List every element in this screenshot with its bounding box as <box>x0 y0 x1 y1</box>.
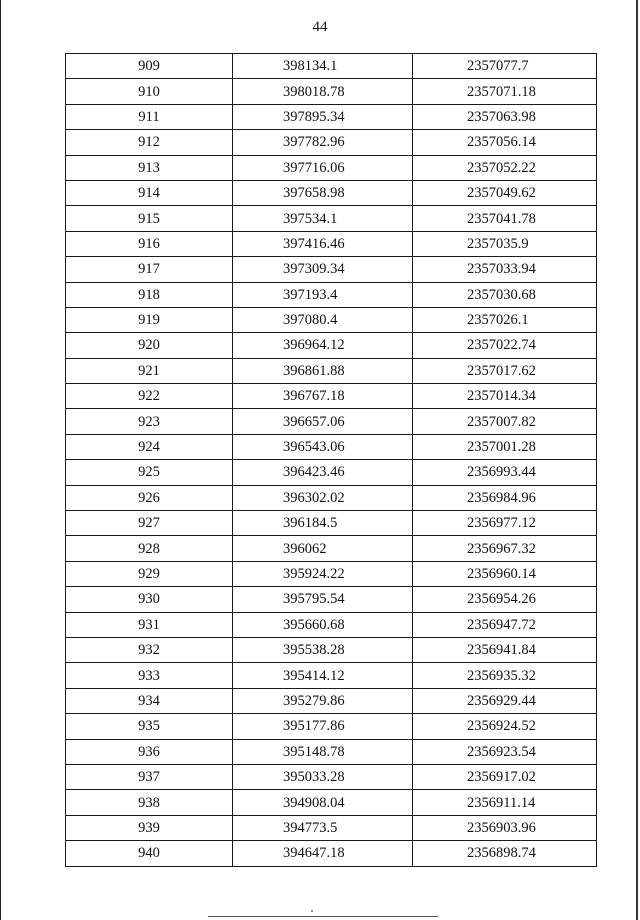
table-row <box>66 815 597 840</box>
point-index-cell: 922 <box>66 384 233 409</box>
x-coordinate-cell: 395279.86 <box>233 688 413 713</box>
table-row <box>66 536 597 561</box>
x-coordinate-cell: 397534.1 <box>233 206 413 231</box>
y-coordinate-cell: 2356960.14 <box>413 561 597 586</box>
x-coordinate-cell: 395924.22 <box>233 561 413 586</box>
y-coordinate-cell: 2357071.18 <box>413 79 597 104</box>
point-index-cell: 911 <box>66 104 233 129</box>
y-coordinate-cell: 2356935.32 <box>413 663 597 688</box>
table-row <box>66 663 597 688</box>
table-row <box>66 384 597 409</box>
y-coordinate-cell: 2357035.9 <box>413 231 597 256</box>
x-coordinate-cell: 396062 <box>233 536 413 561</box>
x-coordinate-cell: 398134.1 <box>233 54 413 79</box>
y-coordinate-cell: 2356924.52 <box>413 714 597 739</box>
table-row <box>66 257 597 282</box>
x-coordinate-cell: 398018.78 <box>233 79 413 104</box>
coordinate-table-body <box>66 54 597 867</box>
y-coordinate-cell: 2357063.98 <box>413 104 597 129</box>
x-coordinate-cell: 397782.96 <box>233 130 413 155</box>
x-coordinate-cell: 397309.34 <box>233 257 413 282</box>
point-index-cell: 916 <box>66 231 233 256</box>
point-index-cell: 919 <box>66 307 233 332</box>
y-coordinate-cell: 2356984.96 <box>413 485 597 510</box>
table-row <box>66 764 597 789</box>
y-coordinate-cell: 2356929.44 <box>413 688 597 713</box>
table-row <box>66 739 597 764</box>
x-coordinate-cell: 396657.06 <box>233 409 413 434</box>
y-coordinate-cell: 2357056.14 <box>413 130 597 155</box>
x-coordinate-cell: 394908.04 <box>233 790 413 815</box>
y-coordinate-cell: 2356903.96 <box>413 815 597 840</box>
y-coordinate-cell: 2356911.14 <box>413 790 597 815</box>
table-row <box>66 54 597 79</box>
point-index-cell: 920 <box>66 333 233 358</box>
point-index-cell: 918 <box>66 282 233 307</box>
table-row <box>66 841 597 866</box>
table-row <box>66 409 597 434</box>
x-coordinate-cell: 395033.28 <box>233 764 413 789</box>
x-coordinate-cell: 397193.4 <box>233 282 413 307</box>
y-coordinate-cell: 2357033.94 <box>413 257 597 282</box>
table-row <box>66 688 597 713</box>
x-coordinate-cell: 396767.18 <box>233 384 413 409</box>
point-index-cell: 925 <box>66 460 233 485</box>
table-row <box>66 460 597 485</box>
y-coordinate-cell: 2356923.54 <box>413 739 597 764</box>
y-coordinate-cell: 2357017.62 <box>413 358 597 383</box>
x-coordinate-cell: 397716.06 <box>233 155 413 180</box>
y-coordinate-cell: 2357052.22 <box>413 155 597 180</box>
table-row <box>66 333 597 358</box>
x-coordinate-cell: 396964.12 <box>233 333 413 358</box>
point-index-cell: 939 <box>66 815 233 840</box>
table-row <box>66 511 597 536</box>
y-coordinate-cell: 2357030.68 <box>413 282 597 307</box>
y-coordinate-cell: 2357049.62 <box>413 180 597 205</box>
table-row <box>66 180 597 205</box>
scan-edge-left <box>0 0 1 920</box>
point-index-cell: 913 <box>66 155 233 180</box>
point-index-cell: 929 <box>66 561 233 586</box>
table-row <box>66 434 597 459</box>
x-coordinate-cell: 395148.78 <box>233 739 413 764</box>
table-row <box>66 485 597 510</box>
point-index-cell: 912 <box>66 130 233 155</box>
y-coordinate-cell: 2356898.74 <box>413 841 597 866</box>
table-row <box>66 587 597 612</box>
y-coordinate-cell: 2356967.32 <box>413 536 597 561</box>
point-index-cell: 909 <box>66 54 233 79</box>
point-index-cell: 928 <box>66 536 233 561</box>
table-row <box>66 79 597 104</box>
x-coordinate-cell: 396861.88 <box>233 358 413 383</box>
table-row <box>66 104 597 129</box>
x-coordinate-cell: 397895.34 <box>233 104 413 129</box>
table-row <box>66 637 597 662</box>
point-index-cell: 915 <box>66 206 233 231</box>
x-coordinate-cell: 394647.18 <box>233 841 413 866</box>
table-row <box>66 231 597 256</box>
x-coordinate-cell: 396302.02 <box>233 485 413 510</box>
y-coordinate-cell: 2356947.72 <box>413 612 597 637</box>
table-row <box>66 561 597 586</box>
point-index-cell: 932 <box>66 637 233 662</box>
x-coordinate-cell: 396543.06 <box>233 434 413 459</box>
point-index-cell: 934 <box>66 688 233 713</box>
point-index-cell: 938 <box>66 790 233 815</box>
y-coordinate-cell: 2356917.02 <box>413 764 597 789</box>
x-coordinate-cell: 396184.5 <box>233 511 413 536</box>
point-index-cell: 937 <box>66 764 233 789</box>
table-row <box>66 307 597 332</box>
y-coordinate-cell: 2357022.74 <box>413 333 597 358</box>
y-coordinate-cell: 2357041.78 <box>413 206 597 231</box>
point-index-cell: 933 <box>66 663 233 688</box>
y-coordinate-cell: 2357026.1 <box>413 307 597 332</box>
point-index-cell: 935 <box>66 714 233 739</box>
y-coordinate-cell: 2356977.12 <box>413 511 597 536</box>
point-index-cell: 924 <box>66 434 233 459</box>
bottom-rule <box>208 916 438 917</box>
x-coordinate-cell: 397658.98 <box>233 180 413 205</box>
x-coordinate-cell: 397416.46 <box>233 231 413 256</box>
y-coordinate-cell: 2356941.84 <box>413 637 597 662</box>
x-coordinate-cell: 395414.12 <box>233 663 413 688</box>
table-row <box>66 206 597 231</box>
table-row <box>66 282 597 307</box>
point-index-cell: 931 <box>66 612 233 637</box>
y-coordinate-cell: 2356993.44 <box>413 460 597 485</box>
x-coordinate-cell: 394773.5 <box>233 815 413 840</box>
point-index-cell: 930 <box>66 587 233 612</box>
x-coordinate-cell: 395538.28 <box>233 637 413 662</box>
point-index-cell: 910 <box>66 79 233 104</box>
y-coordinate-cell: 2356954.26 <box>413 587 597 612</box>
point-index-cell: 926 <box>66 485 233 510</box>
point-index-cell: 940 <box>66 841 233 866</box>
table-row <box>66 155 597 180</box>
table-row <box>66 714 597 739</box>
x-coordinate-cell: 395660.68 <box>233 612 413 637</box>
x-coordinate-cell: 396423.46 <box>233 460 413 485</box>
point-index-cell: 921 <box>66 358 233 383</box>
scan-edge-right <box>636 0 638 920</box>
table-row <box>66 612 597 637</box>
point-index-cell: 936 <box>66 739 233 764</box>
y-coordinate-cell: 2357014.34 <box>413 384 597 409</box>
point-index-cell: 927 <box>66 511 233 536</box>
x-coordinate-cell: 395177.86 <box>233 714 413 739</box>
table-row <box>66 790 597 815</box>
y-coordinate-cell: 2357007.82 <box>413 409 597 434</box>
page-number: 44 <box>312 19 328 35</box>
x-coordinate-cell: 397080.4 <box>233 307 413 332</box>
x-coordinate-cell: 395795.54 <box>233 587 413 612</box>
y-coordinate-cell: 2357077.7 <box>413 54 597 79</box>
coordinate-table <box>65 53 597 867</box>
table-row <box>66 358 597 383</box>
point-index-cell: 914 <box>66 180 233 205</box>
table-row <box>66 130 597 155</box>
scan-speck <box>311 910 313 912</box>
y-coordinate-cell: 2357001.28 <box>413 434 597 459</box>
point-index-cell: 923 <box>66 409 233 434</box>
point-index-cell: 917 <box>66 257 233 282</box>
